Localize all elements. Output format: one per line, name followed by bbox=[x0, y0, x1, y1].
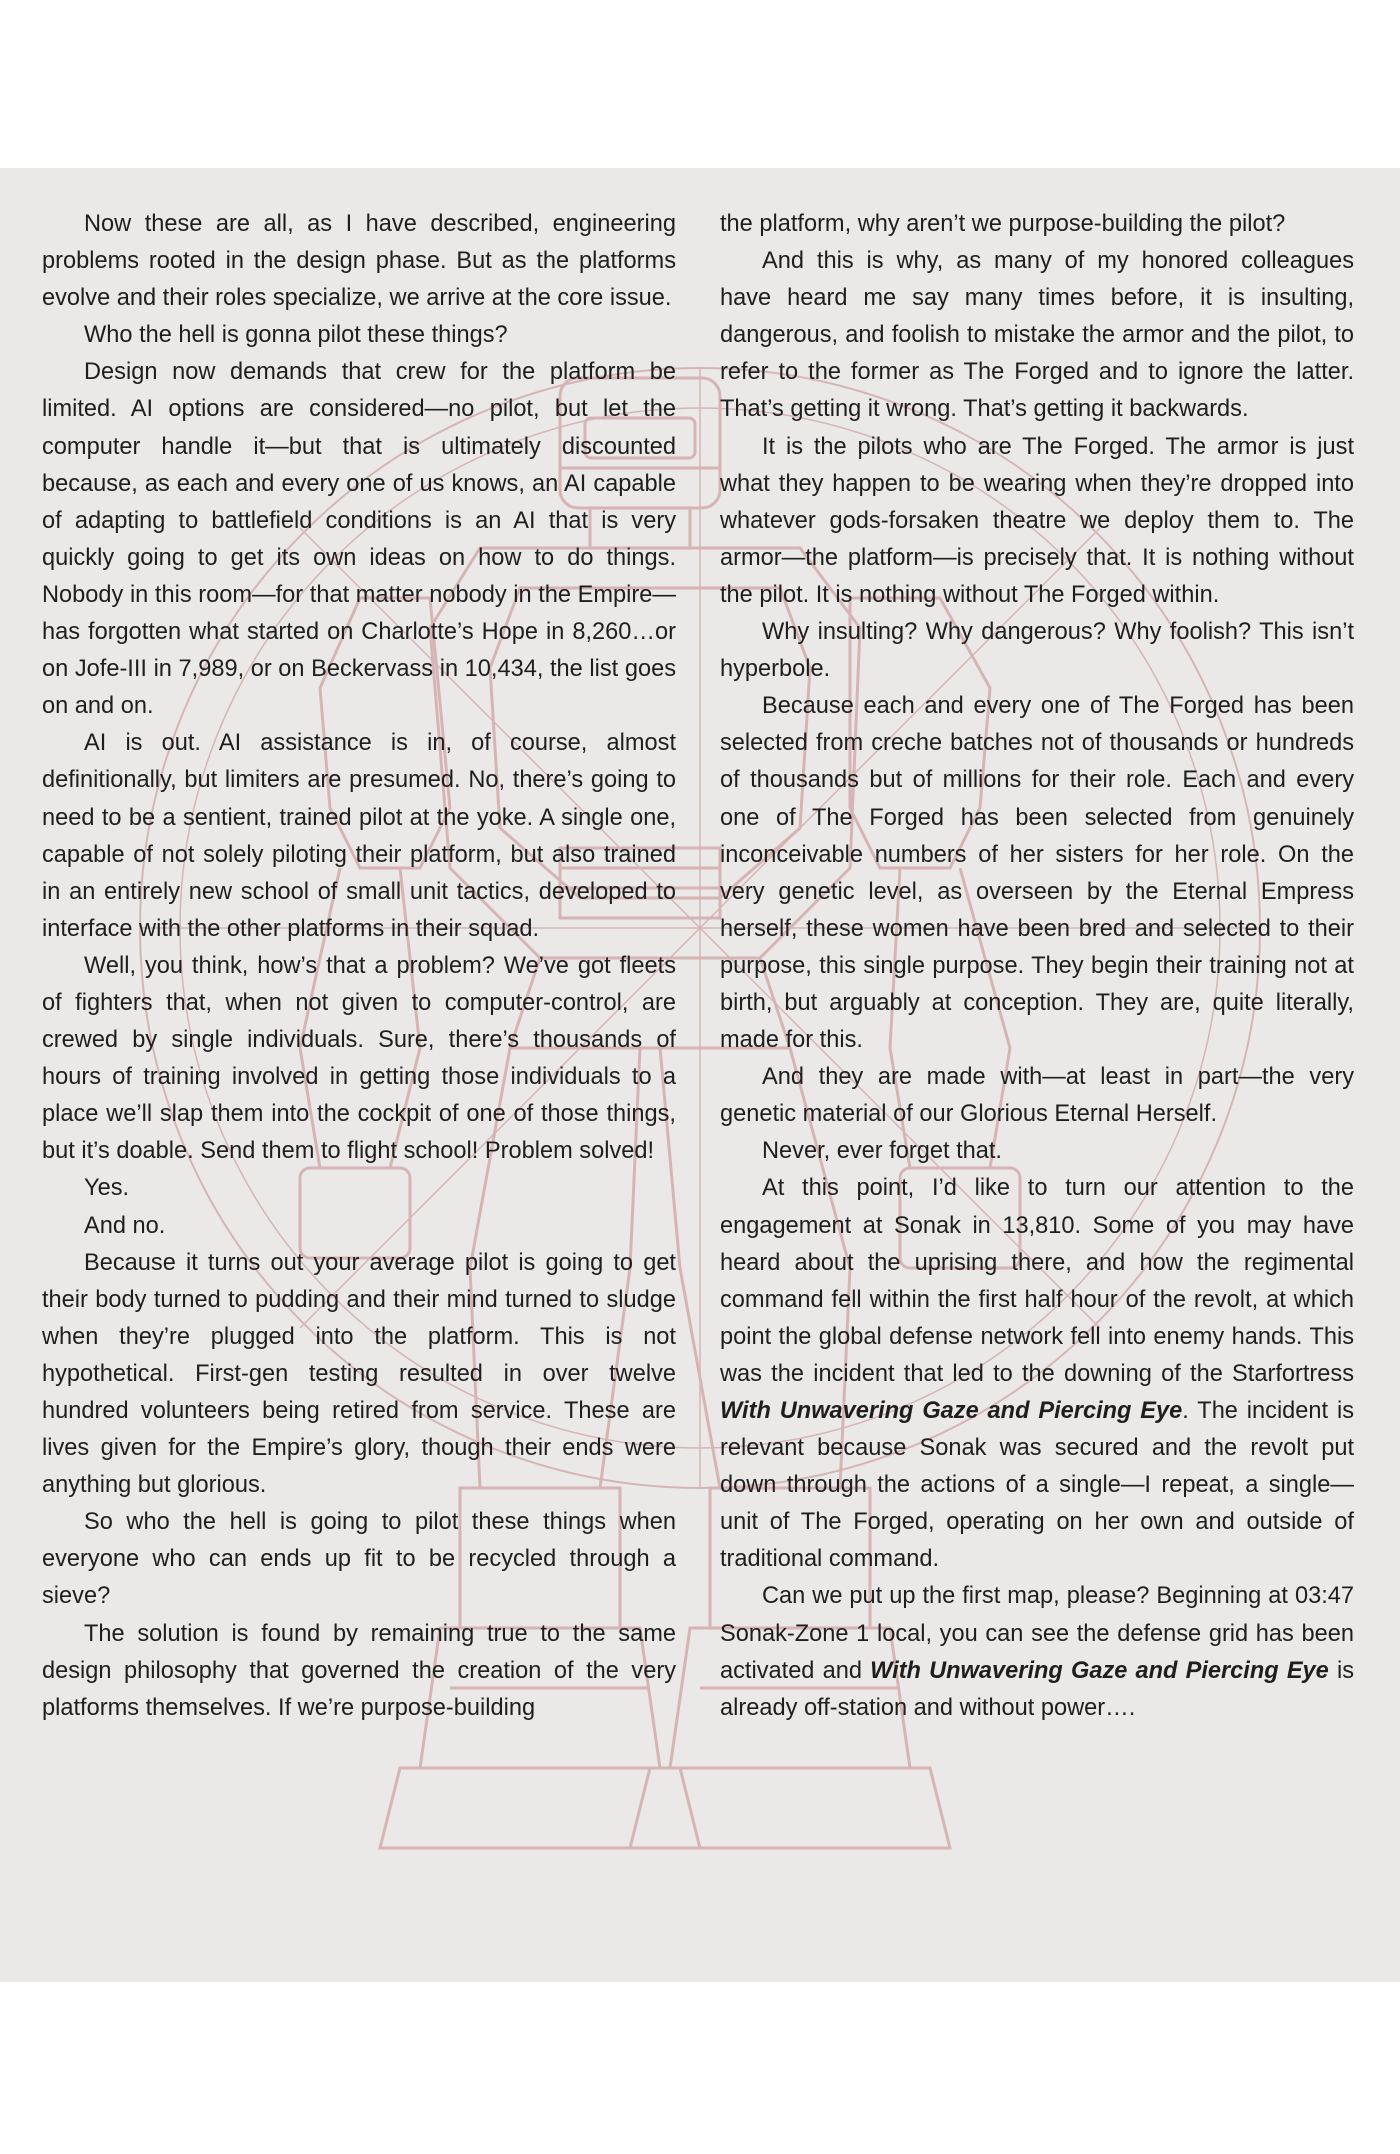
paragraph: Because it turns out your average pilot is going to get their body turned to pudding and their mind turned to sludge when they’re plugged into the platform. This is not hypothetical. First-gen testing resulted in over twelve hundred volunteers being retired from service. These are lives given for the Empire’s glory, though their ends were anything but glorious. bbox=[42, 1249, 676, 1499]
paragraph: Never, ever forget that. bbox=[762, 1138, 1002, 1165]
text-run: . The incident is relevant because Sonak was secured and the revolt put down through the actions of a single—I repeat, a single—unit of The Forged, operating on her own and outside of traditional command. bbox=[720, 1398, 1354, 1573]
paragraph: And this is why, as many of my honored colleagues have heard me say many times before, it is insulting, dangerous, and foolish to mistake the armor and the pilot, to refer to the former as The Forged and to ignore the latter. That’s getting it wrong. That’s getting it backwards. bbox=[720, 248, 1354, 423]
paragraph: And they are made with—at least in part—the very genetic material of our Glorious Eternal Herself. bbox=[720, 1064, 1354, 1128]
paragraph: Yes. bbox=[84, 1175, 130, 1202]
ship-name: With Unwavering Gaze and Piercing Eye bbox=[870, 1657, 1329, 1684]
paragraph-continued: the platform, why aren’t we purpose-building the pilot? bbox=[720, 211, 1286, 237]
right-column bbox=[720, 206, 1354, 1727]
paragraph bbox=[720, 1170, 1354, 1578]
paragraph: Who the hell is gonna pilot these things? bbox=[84, 322, 508, 349]
paragraph: Now these are all, as I have described, engineering problems rooted in the design phase. But as the platforms evolve and their roles specialize, we arrive at the core issue. bbox=[42, 211, 676, 312]
paragraph: Why insulting? Why dangerous? Why foolish? This isn’t hyperbole. bbox=[720, 619, 1354, 683]
page-panel bbox=[0, 168, 1400, 1982]
text-run: is already off-station and without power…. bbox=[720, 1657, 1354, 1721]
text-run: At this point, I’d like to turn our attention to the engagement at Sonak in 13,810. Some of you may have heard about the uprising there, and how the regimental command fell within the first half hour of the revolt, at which point the global defense network fell into enemy hands. This was the incident that led to the downing of the Starfortress bbox=[720, 1175, 1354, 1387]
paragraph bbox=[720, 1578, 1354, 1726]
left-column bbox=[42, 206, 676, 1727]
paragraph: AI is out. AI assistance is in, of course, almost definitionally, but limiters are presumed. No, there’s going to need to be a sentient, trained pilot at the yoke. A single one, capable of not solely piloting their platform, but also trained in an entirely new school of small unit tactics, developed to interface with the other platforms in their squad. bbox=[42, 730, 676, 942]
paragraph: The solution is found by remaining true to the same design philosophy that governed the creation of the very platforms themselves. If we’re purpose-building bbox=[42, 1620, 676, 1721]
paragraph: Design now demands that crew for the platform be limited. AI options are considered—no pilot, but let the computer handle it—but that is ultimately discounted because, as each and every one of us knows, an AI capable of adapting to battlefield conditions is an AI that is very quickly going to get its own ideas on how to do things. Nobody in this room—for that matter nobody in the Empire—has forgotten what started on Charlotte’s Hope in 8,260…or on Jofe-III in 7,989, or on Beckervass in 10,434, the list goes on and on. bbox=[42, 359, 676, 720]
paragraph: So who the hell is going to pilot these things when everyone who can ends up fit to be recycled through a sieve? bbox=[42, 1509, 676, 1610]
paragraph: Because each and every one of The Forged has been selected from creche batches not of thousands or hundreds of thousands but of millions for their role. Each and every one of The Forged has been selected from genuinely inconceivable numbers of her sisters for her role. On the very genetic level, as overseen by the Eternal Empress herself, these women have been bred and selected to their purpose, this single purpose. They begin their training not at birth, but arguably at conception. They are, quite literally, made for this. bbox=[720, 693, 1354, 1054]
ship-name: With Unwavering Gaze and Piercing Eye bbox=[720, 1398, 1183, 1424]
paragraph: It is the pilots who are The Forged. The armor is just what they happen to be wearing when they’re dropped into whatever gods-forsaken theatre we deploy them to. The armor—the platform—is precisely that. It is nothing without the pilot. It is nothing without The Forged within. bbox=[720, 433, 1354, 608]
paragraph: Well, you think, how’s that a problem? We’ve got fleets of fighters that, when not given to computer-control, are crewed by single individuals. Sure, there’s thousands of hours of training involved in getting those individuals to a place we’ll slap them into the cockpit of one of those things, but it’s doable. Send them to flight school! Problem solved! bbox=[42, 952, 676, 1165]
paragraph: And no. bbox=[84, 1212, 166, 1239]
text-run: Can we put up the first map, please? Beginning at 03:47 Sonak-Zone 1 local, you can see the defense grid has been activated and bbox=[720, 1583, 1354, 1684]
